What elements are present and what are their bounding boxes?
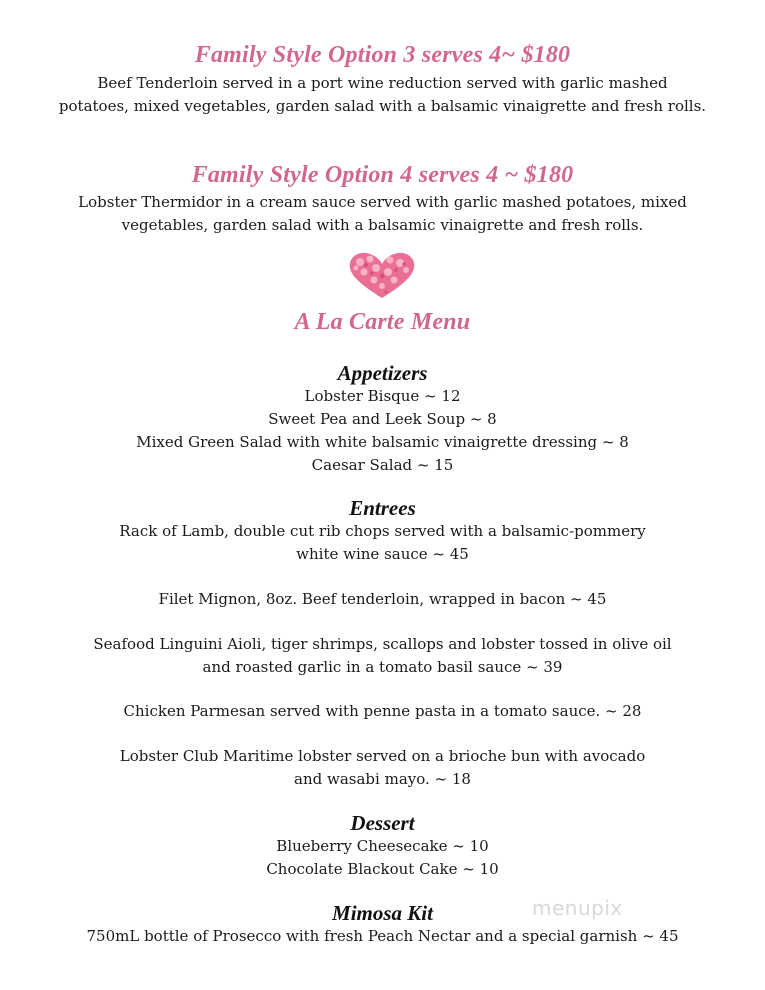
entree-item — [0, 745, 765, 791]
appetizer-item: Lobster Bisque ~ 12 — [304, 387, 461, 405]
entree-item — [0, 700, 765, 723]
entrees-title: Entrees — [349, 496, 416, 520]
entree-line: Lobster Club Maritime lobster served on a brioche bun with avocado — [119, 747, 646, 765]
entree-line: white wine sauce ~ 45 — [296, 545, 469, 563]
option-3-line-1: Beef Tenderloin served in a port wine reduction served with garlic mashed — [97, 74, 668, 92]
mimosa-kit-title: Mimosa Kit — [332, 901, 433, 925]
watermark: menupix — [532, 896, 623, 920]
appetizers-title: Appetizers — [337, 361, 428, 385]
entree-line: Chicken Parmesan served with penne pasta in a tomato sauce. ~ 28 — [123, 702, 642, 720]
entree-line: Seafood Linguini Aioli, tiger shrimps, scallops and lobster tossed in olive oil — [93, 635, 672, 653]
appetizer-item: Mixed Green Salad with white balsamic vinaigrette dressing ~ 8 — [136, 433, 629, 451]
option-4-title: Family Style Option 4 serves 4 ~ $180 — [191, 162, 574, 188]
appetizers-list — [0, 385, 765, 477]
mimosa-kit-item: 750mL bottle of Prosecco with fresh Peach Nectar and a special garnish ~ 45 — [86, 927, 679, 945]
option-4-line-2: vegetables, garden salad with a balsamic vinaigrette and fresh rolls. — [121, 216, 644, 234]
entree-line: and roasted garlic in a tomato basil sauce ~ 39 — [202, 658, 563, 676]
appetizer-item: Sweet Pea and Leek Soup ~ 8 — [268, 410, 497, 428]
option-3-title: Family Style Option 3 serves 4~ $180 — [194, 42, 571, 68]
dessert-item: Blueberry Cheesecake ~ 10 — [276, 837, 489, 855]
a-la-carte-title: A La Carte Menu — [294, 309, 471, 335]
mimosa-kit-list — [0, 925, 765, 948]
appetizer-item: Caesar Salad ~ 15 — [311, 456, 454, 474]
dessert-title: Dessert — [350, 811, 415, 835]
entree-line: Rack of Lamb, double cut rib chops served with a balsamic-pommery — [119, 522, 646, 540]
option-3-description — [0, 72, 765, 118]
option-4-description — [0, 191, 765, 237]
option-3-line-2: potatoes, mixed vegetables, garden salad with a balsamic vinaigrette and fresh rolls. — [58, 97, 707, 115]
entree-item — [0, 520, 765, 566]
dessert-item: Chocolate Blackout Cake ~ 10 — [266, 860, 499, 878]
entree-line: and wasabi mayo. ~ 18 — [294, 770, 471, 788]
floral-heart-icon — [346, 250, 418, 300]
entree-line: Filet Mignon, 8oz. Beef tenderloin, wrapped in bacon ~ 45 — [158, 590, 607, 608]
entree-item — [0, 633, 765, 679]
entree-item — [0, 588, 765, 611]
dessert-list — [0, 835, 765, 881]
option-4-line-1: Lobster Thermidor in a cream sauce served with garlic mashed potatoes, mixed — [78, 193, 687, 211]
